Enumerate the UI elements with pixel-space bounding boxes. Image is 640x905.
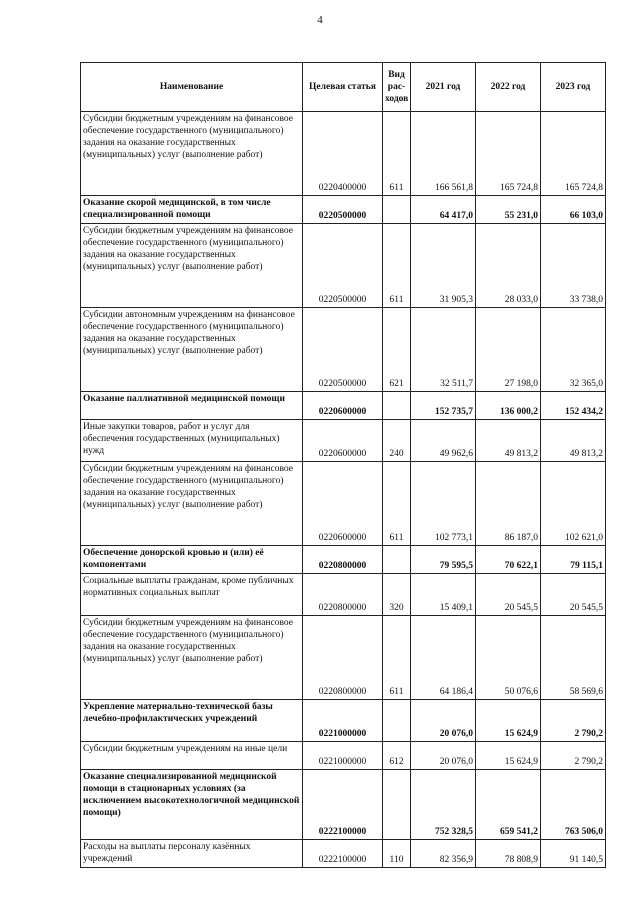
table-row [81, 462, 606, 546]
cell-y2022: 78 808,9 [476, 840, 541, 868]
cell-code: 0220400000 [303, 112, 383, 196]
cell-y2023: 152 434,2 [541, 392, 606, 420]
cell-y2021: 20 076,0 [411, 742, 476, 770]
cell-type [383, 770, 411, 840]
cell-y2022: 15 624,9 [476, 700, 541, 742]
cell-type: 611 [383, 616, 411, 700]
table-row [81, 546, 606, 574]
cell-y2023: 79 115,1 [541, 546, 606, 574]
cell-name: Оказание специализированной медицинской помощи в стационарных условиях (за исключением высокотехнологичной медицинской помощи) [81, 770, 303, 840]
cell-type: 240 [383, 420, 411, 462]
cell-code: 0220800000 [303, 546, 383, 574]
cell-name: Обеспечение донорской кровью и (или) её компонентами [81, 546, 303, 574]
cell-y2022: 136 000,2 [476, 392, 541, 420]
cell-y2021: 82 356,9 [411, 840, 476, 868]
table-row [81, 700, 606, 742]
table-row [81, 770, 606, 840]
cell-y2023: 91 140,5 [541, 840, 606, 868]
cell-code: 0220500000 [303, 196, 383, 224]
cell-y2022: 55 231,0 [476, 196, 541, 224]
cell-type [383, 700, 411, 742]
cell-name: Расходы на выплаты персоналу казённых учреждений [81, 840, 303, 868]
cell-code: 0220500000 [303, 224, 383, 308]
cell-y2023: 66 103,0 [541, 196, 606, 224]
cell-y2021: 31 905,3 [411, 224, 476, 308]
header-2023: 2023 год [541, 63, 606, 112]
cell-y2023: 2 790,2 [541, 742, 606, 770]
cell-y2021: 752 328,5 [411, 770, 476, 840]
header-type: Вид рас- ходов [383, 63, 411, 112]
cell-name: Субсидии автономным учреждениям на финансовое обеспечение государственного (муниципального) задания на оказание государственных (муниципальных) услуг (выполнение работ) [81, 308, 303, 392]
cell-type: 612 [383, 742, 411, 770]
cell-y2021: 49 962,6 [411, 420, 476, 462]
cell-y2023: 20 545,5 [541, 574, 606, 616]
cell-y2023: 33 738,0 [541, 224, 606, 308]
cell-y2021: 15 409,1 [411, 574, 476, 616]
cell-y2021: 152 735,7 [411, 392, 476, 420]
cell-name: Субсидии бюджетным учреждениям на финансовое обеспечение государственного (муниципального) задания на оказание государственных (муниципальных) услуг (выполнение работ) [81, 224, 303, 308]
cell-name: Субсидии бюджетным учреждениям на иные цели [81, 742, 303, 770]
cell-y2022: 28 033,0 [476, 224, 541, 308]
table-row [81, 616, 606, 700]
cell-type: 611 [383, 224, 411, 308]
table-row [81, 392, 606, 420]
cell-y2023: 49 813,2 [541, 420, 606, 462]
cell-code: 0221000000 [303, 700, 383, 742]
table-row [81, 308, 606, 392]
cell-name: Иные закупки товаров, работ и услуг для обеспечения государственных (муниципальных) нужд [81, 420, 303, 462]
table-row [81, 574, 606, 616]
cell-y2022: 20 545,5 [476, 574, 541, 616]
table-row [81, 112, 606, 196]
cell-type [383, 196, 411, 224]
cell-y2022: 659 541,2 [476, 770, 541, 840]
cell-type: 110 [383, 840, 411, 868]
cell-y2021: 102 773,1 [411, 462, 476, 546]
cell-code: 0220600000 [303, 462, 383, 546]
cell-code: 0220800000 [303, 616, 383, 700]
cell-type: 621 [383, 308, 411, 392]
cell-y2022: 49 813,2 [476, 420, 541, 462]
cell-y2023: 2 790,2 [541, 700, 606, 742]
cell-name: Субсидии бюджетным учреждениям на финансовое обеспечение государственного (муниципального) задания на оказание государственных (муниципальных) услуг (выполнение работ) [81, 462, 303, 546]
cell-y2023: 32 365,0 [541, 308, 606, 392]
budget-table [80, 62, 606, 868]
cell-y2022: 50 076,6 [476, 616, 541, 700]
cell-type: 611 [383, 112, 411, 196]
cell-code: 0220500000 [303, 308, 383, 392]
cell-y2021: 64 186,4 [411, 616, 476, 700]
cell-y2023: 763 506,0 [541, 770, 606, 840]
cell-name: Субсидии бюджетным учреждениям на финансовое обеспечение государственного (муниципального) задания на оказание государственных (муниципальных) услуг (выполнение работ) [81, 112, 303, 196]
table-row [81, 224, 606, 308]
cell-y2023: 165 724,8 [541, 112, 606, 196]
cell-y2021: 64 417,0 [411, 196, 476, 224]
cell-code: 0222100000 [303, 840, 383, 868]
cell-name: Субсидии бюджетным учреждениям на финансовое обеспечение государственного (муниципального) задания на оказание государственных (муниципальных) услуг (выполнение работ) [81, 616, 303, 700]
cell-y2022: 165 724,8 [476, 112, 541, 196]
table-header-row [81, 63, 606, 112]
header-2022: 2022 год [476, 63, 541, 112]
cell-code: 0220600000 [303, 420, 383, 462]
cell-y2021: 20 076,0 [411, 700, 476, 742]
cell-y2022: 27 198,0 [476, 308, 541, 392]
cell-y2021: 32 511,7 [411, 308, 476, 392]
cell-type: 611 [383, 462, 411, 546]
cell-code: 0221000000 [303, 742, 383, 770]
cell-code: 0220800000 [303, 574, 383, 616]
cell-y2022: 15 624,9 [476, 742, 541, 770]
cell-type [383, 392, 411, 420]
cell-type: 320 [383, 574, 411, 616]
cell-code: 0220600000 [303, 392, 383, 420]
table-row [81, 196, 606, 224]
table-row [81, 420, 606, 462]
table-body [81, 112, 606, 868]
cell-y2021: 166 561,8 [411, 112, 476, 196]
cell-type [383, 546, 411, 574]
table-row [81, 840, 606, 868]
cell-y2022: 86 187,0 [476, 462, 541, 546]
table-row [81, 742, 606, 770]
cell-y2023: 58 569,6 [541, 616, 606, 700]
cell-name: Социальные выплаты гражданам, кроме публичных нормативных социальных выплат [81, 574, 303, 616]
header-2021: 2021 год [411, 63, 476, 112]
cell-y2023: 102 621,0 [541, 462, 606, 546]
page-number: 4 [317, 14, 323, 26]
cell-y2022: 70 622,1 [476, 546, 541, 574]
cell-name: Оказание скорой медицинской, в том числе специализированной помощи [81, 196, 303, 224]
cell-name: Укрепление материально-технической базы лечебно-профилактических учреждений [81, 700, 303, 742]
cell-y2021: 79 595,5 [411, 546, 476, 574]
cell-name: Оказание паллиативной медицинской помощи [81, 392, 303, 420]
cell-code: 0222100000 [303, 770, 383, 840]
header-name: Наименование [81, 63, 303, 112]
header-target: Целевая статья [303, 63, 383, 112]
